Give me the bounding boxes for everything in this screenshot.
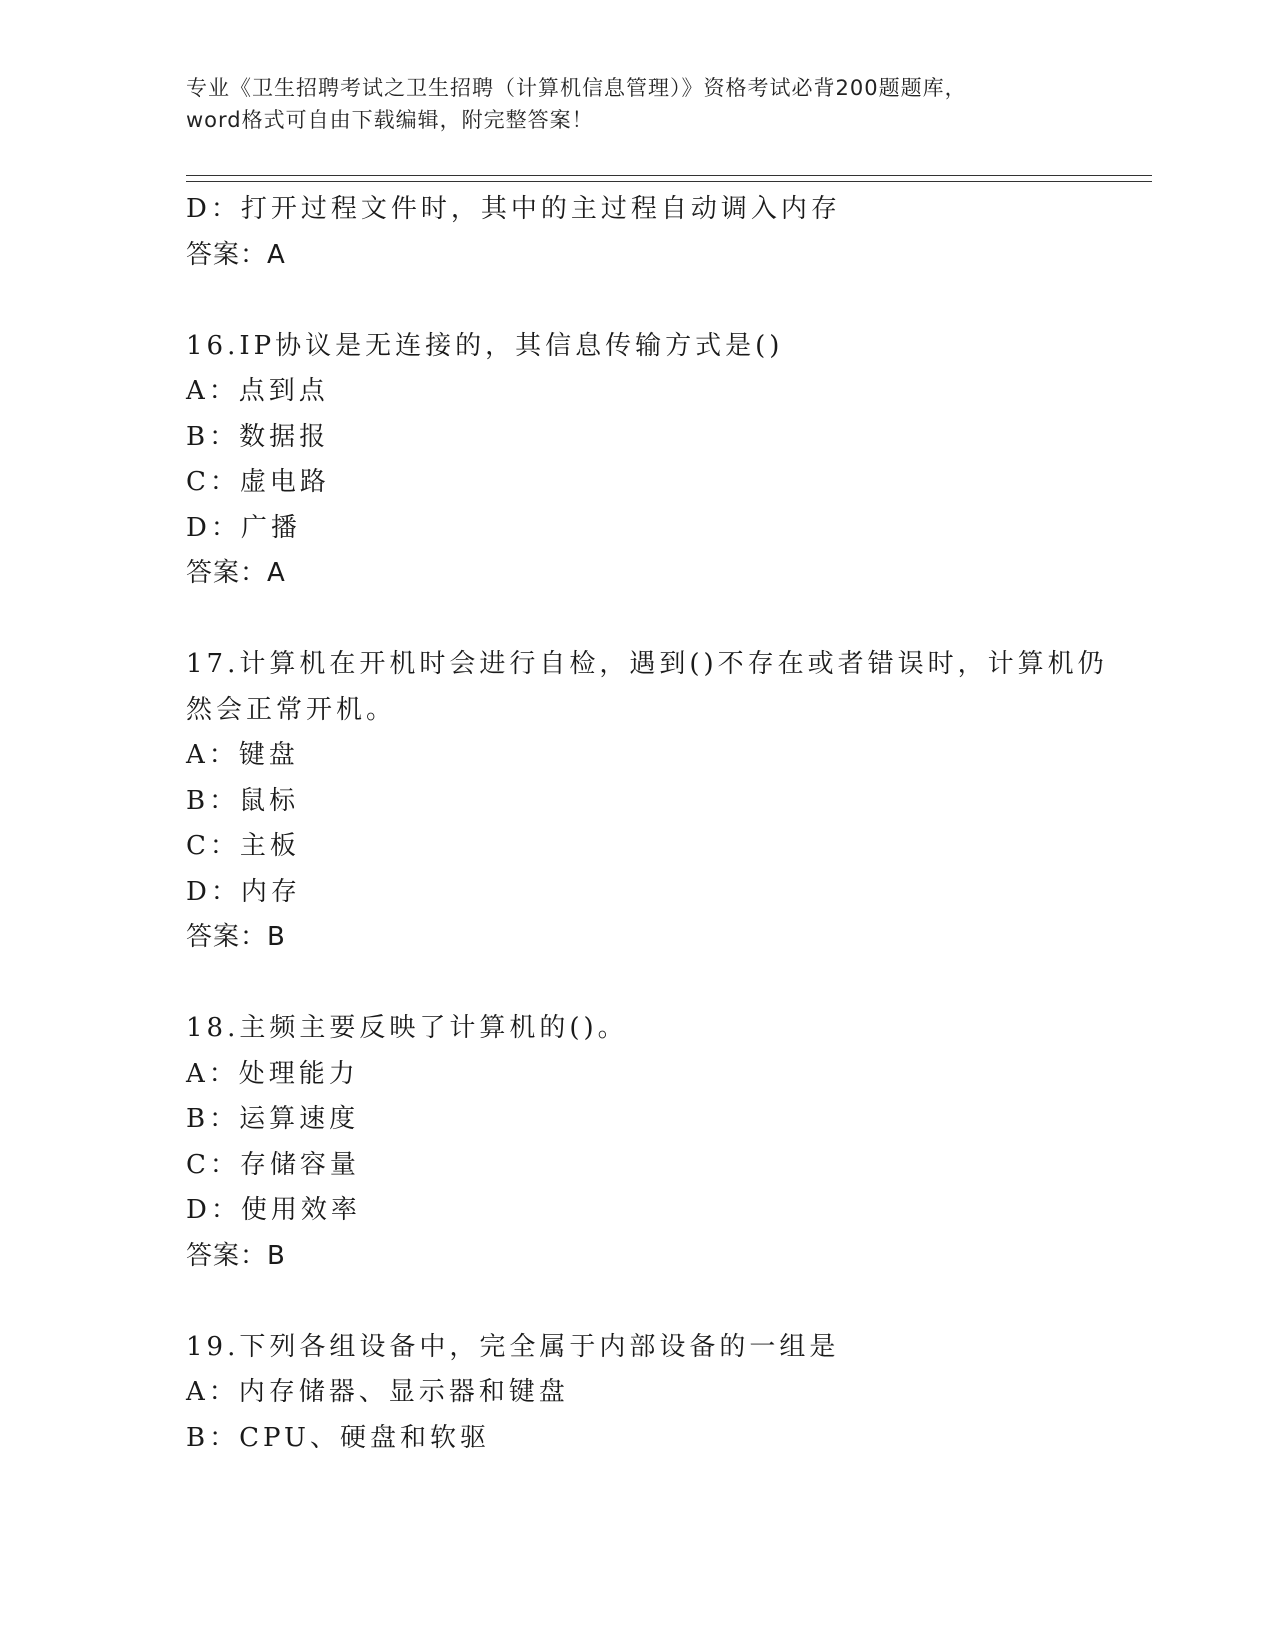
spacer: [186, 961, 1152, 1007]
answer-line: 答案：B: [186, 1240, 286, 1271]
option-c: C：主板: [186, 831, 300, 861]
option-d: D：广播: [186, 512, 301, 543]
question-block-19: [186, 1325, 1152, 1462]
question-list: [186, 187, 1152, 1461]
document-header: [186, 72, 1086, 136]
option-c: C：虚电路: [186, 467, 330, 497]
spacer: [186, 1279, 1152, 1325]
answer-line: 答案：B: [186, 922, 286, 952]
question-text-continued: 然会正常开机。: [186, 694, 397, 725]
header-divider-bottom: [186, 181, 1152, 182]
option-d: D：打开过程文件时，其中的主过程自动调入内存: [186, 194, 841, 224]
header-subtitle-line: word格式可自由下载编辑，附完整答案！: [186, 108, 594, 132]
question-text: 17.计算机在开机时会进行自检，遇到()不存在或者错误时，计算机仍: [186, 649, 1108, 679]
header-divider-top: [186, 175, 1152, 176]
question-block-16: [186, 324, 1152, 597]
question-block-17: [186, 642, 1152, 961]
question-text: 19.下列各组设备中，完全属于内部设备的一组是: [186, 1331, 840, 1362]
option-a: A：键盘: [186, 740, 299, 770]
option-b: B：数据报: [186, 421, 330, 452]
answer-line: 答案：A: [186, 239, 286, 270]
question-block-15: [186, 187, 1152, 278]
header-title-line: 专业《卫生招聘考试之卫生招聘（计算机信息管理）》资格考试必背200题题库，: [186, 76, 967, 100]
question-block-18: [186, 1006, 1152, 1279]
spacer: [186, 278, 1152, 324]
option-a: A：处理能力: [186, 1058, 359, 1089]
answer-line: 答案：A: [186, 558, 286, 588]
option-d: D：内存: [186, 876, 301, 907]
option-b: B：运算速度: [186, 1104, 360, 1134]
question-text: 16.IP协议是无连接的，其信息传输方式是(): [186, 330, 784, 361]
option-a: A：点到点: [186, 376, 329, 406]
spacer: [186, 597, 1152, 643]
question-text: 18.主频主要反映了计算机的()。: [186, 1013, 628, 1043]
option-c: C：存储容量: [186, 1149, 360, 1180]
option-b: B：鼠标: [186, 785, 300, 816]
option-d: D：使用效率: [186, 1195, 361, 1225]
option-b: B：CPU、硬盘和软驱: [186, 1422, 490, 1453]
option-a: A：内存储器、显示器和键盘: [186, 1377, 569, 1407]
